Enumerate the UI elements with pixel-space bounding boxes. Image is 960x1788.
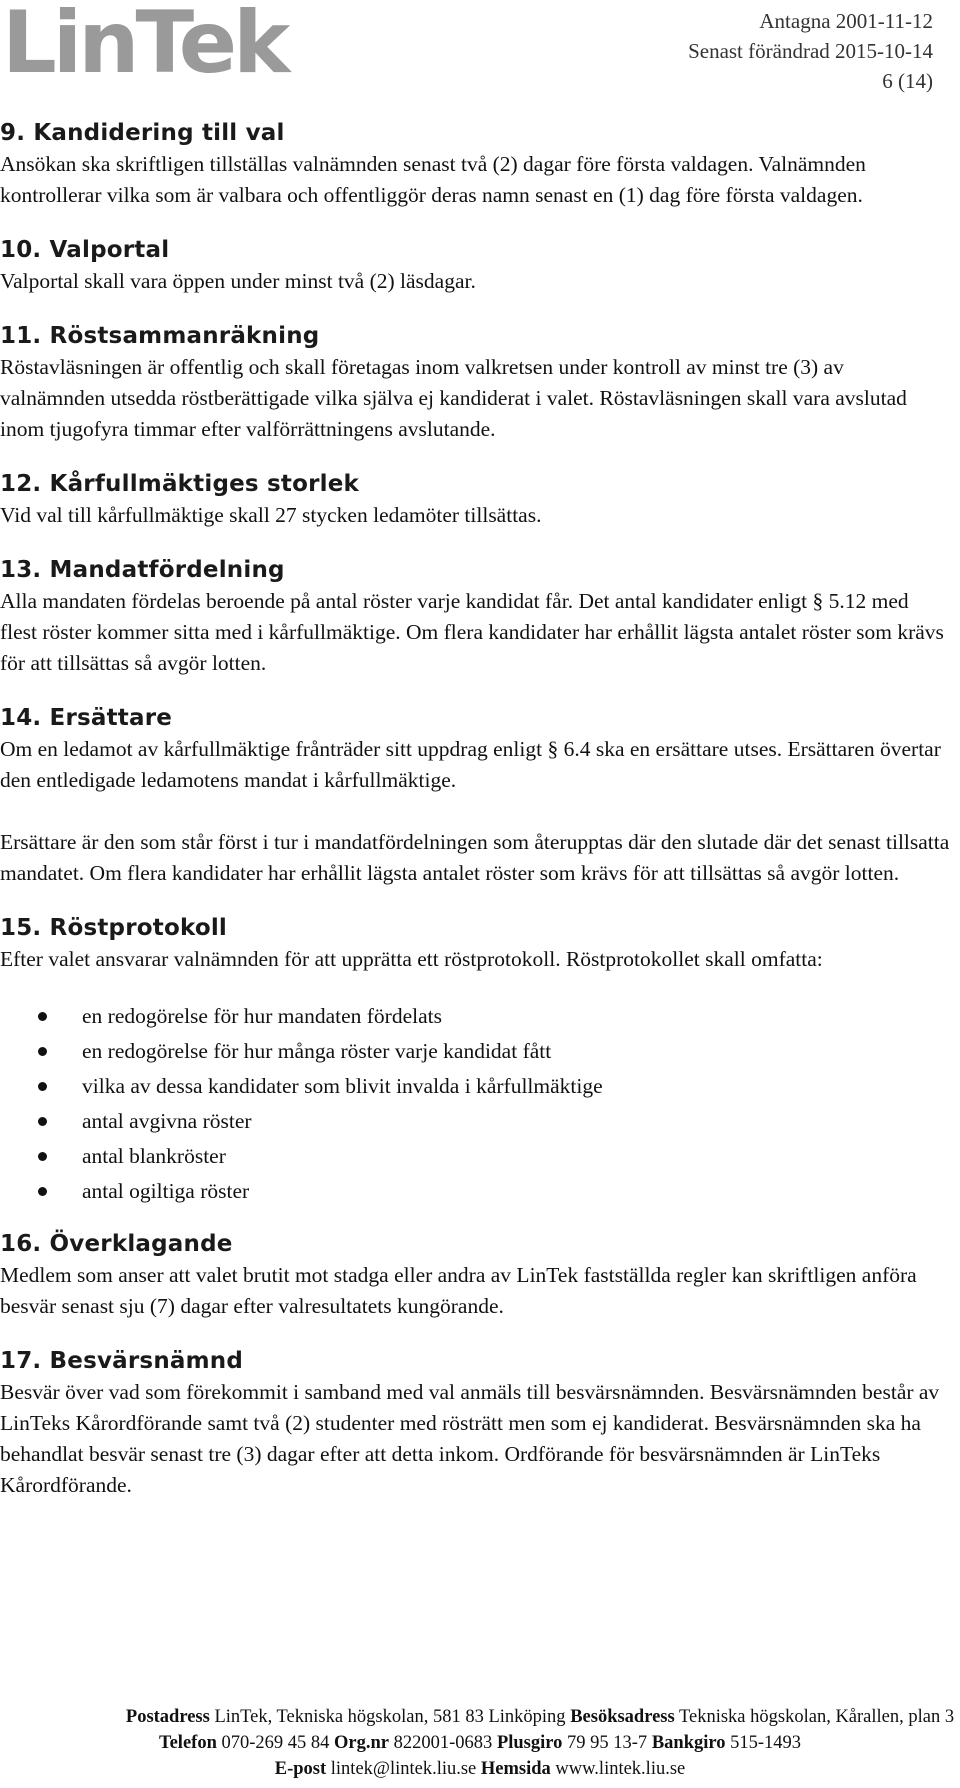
postadress-value: LinTek, Tekniska högskolan, 581 83 Linköping [214, 1707, 566, 1727]
lintek-logo-graphic [0, 2, 300, 82]
epost-link[interactable]: lintek@lintek.liu.se [330, 1759, 477, 1779]
list-item: antal avgivna röster [0, 1104, 950, 1139]
section-paragraph: Vid val till kårfullmäktige skall 27 stycken ledamöter tillsättas. [0, 503, 542, 527]
list-item: vilka av dessa kandidater som blivit invalda i kårfullmäktige [0, 1069, 950, 1104]
telefon-label: Telefon [158, 1733, 217, 1753]
document-body [0, 118, 950, 1501]
section-paragraph: Ersättare är den som står först i tur i mandatfördelningen som återupptas där den slutade där det senast tillsatta mandatet. Om flera kandidater har erhållit lägsta antalet röster som krävs för att tillsättas så avgör lotten. [0, 830, 950, 885]
hemsida-label: Hemsida [480, 1759, 551, 1779]
epost-label: E-post [274, 1759, 327, 1779]
list-item: en redogörelse för hur många röster varje kandidat fått [0, 1034, 950, 1069]
section-paragraph: Valportal skall vara öppen under minst två (2) läsdagar. [0, 269, 476, 293]
hemsida-link[interactable]: www.lintek.liu.se [555, 1759, 686, 1779]
section-paragraph: Alla mandaten fördelas beroende på antal röster varje kandidat får. Det antal kandidater enligt § 5.12 med flest röster kommer sitta med i kårfullmäktige. Om flera kandidater har erhållit lägsta antalet röster som krävs för att tillsättas så avgör lotten. [0, 589, 944, 675]
section-heading: 12. Kårfullmäktiges storlek [0, 471, 360, 497]
bankgiro-label: Bankgiro [651, 1733, 726, 1753]
besoksadress-value: Tekniska högskolan, Kårallen, plan 3 [679, 1707, 955, 1727]
section-heading: 15. Röstprotokoll [0, 915, 227, 941]
list-item: antal ogiltiga röster [0, 1174, 950, 1209]
section-paragraph: Besvär över vad som förekommit i samband med val anmäls till besvärsnämnden. Besvärsnämnden består av LinTeks Kårordförande samt två (2) studenter med rösträtt men som ej kandiderat. Besvärsnämnden ska ha behandlat besvär senast tre (3) dagar efter att detta inkom. Ordförande för besvärsnämnden är LinTeks Kårordförande. [0, 1380, 940, 1497]
section-14 [0, 703, 950, 889]
list-item: antal blankröster [0, 1139, 950, 1174]
section-heading: 13. Mandatfördelning [0, 557, 285, 583]
footer-line-address [0, 1704, 960, 1730]
section-paragraph: Efter valet ansvarar valnämnden för att upprätta ett röstprotokoll. Röstprotokollet skall omfatta: [0, 947, 823, 971]
page-number: 6 (14) [882, 69, 933, 93]
footer-line-contact [0, 1756, 960, 1782]
section-heading: 17. Besvärsnämnd [0, 1348, 244, 1374]
document-meta [688, 6, 933, 96]
section-17 [0, 1346, 950, 1501]
plusgiro-value: 79 95 13-7 [567, 1733, 648, 1753]
section-paragraph: Röstavläsningen är offentlig och skall företagas inom valkretsen under kontroll av minst tre (3) av valnämnden utsedda röstberättigade vilka själva ej kandiderat i valet. Röstavläsningen skall vara avslutad inom tjugofyra timmar efter valförrättningens avslutande. [0, 355, 907, 441]
section-13 [0, 555, 950, 679]
bankgiro-value: 515-1493 [730, 1733, 802, 1753]
section-paragraph: Medlem som anser att valet brutit mot stadga eller andra av LinTek fastställda regler kan skriftligen anföra besvär senast sju (7) dagar efter valresultatets kungörande. [0, 1263, 917, 1318]
section-heading: 10. Valportal [0, 237, 170, 263]
lintek-logo [0, 2, 300, 82]
adopted-date: Antagna 2001-11-12 [759, 9, 933, 33]
list-item: en redogörelse för hur mandaten fördelats [0, 999, 950, 1034]
page-footer [0, 1704, 960, 1782]
section-10 [0, 235, 950, 297]
section-paragraph: Om en ledamot av kårfullmäktige frånträder sitt uppdrag enligt § 6.4 ska en ersättare utses. Ersättaren övertar den entledigade ledamotens mandat i kårfullmäktige. [0, 737, 941, 792]
section-12 [0, 469, 950, 531]
section-15 [0, 913, 950, 1209]
postadress-label: Postadress [125, 1707, 210, 1727]
section-heading: 9. Kandidering till val [0, 120, 285, 146]
telefon-value: 070-269 45 84 [221, 1733, 330, 1753]
orgnr-value: 822001-0683 [393, 1733, 493, 1753]
modified-date: Senast förändrad 2015-10-14 [688, 39, 933, 63]
section-9 [0, 118, 950, 211]
section-11 [0, 321, 950, 445]
section-paragraph: Ansökan ska skriftligen tillställas valnämnden senast två (2) dagar före första valdagen. Valnämnden kontrollerar vilka som är valbara och offentliggör deras namn senast en (1) dag före första valdagen. [0, 152, 866, 207]
besoksadress-label: Besöksadress [570, 1707, 675, 1727]
plusgiro-label: Plusgiro [496, 1733, 563, 1753]
section-heading: 11. Röstsammanräkning [0, 323, 320, 349]
logo-text: LinTek [2, 2, 287, 82]
section-heading: 14. Ersättare [0, 705, 173, 731]
section-16 [0, 1229, 950, 1322]
protocol-list [0, 999, 950, 1209]
orgnr-label: Org.nr [334, 1733, 390, 1753]
section-heading: 16. Överklagande [0, 1231, 233, 1257]
footer-line-numbers [0, 1730, 960, 1756]
